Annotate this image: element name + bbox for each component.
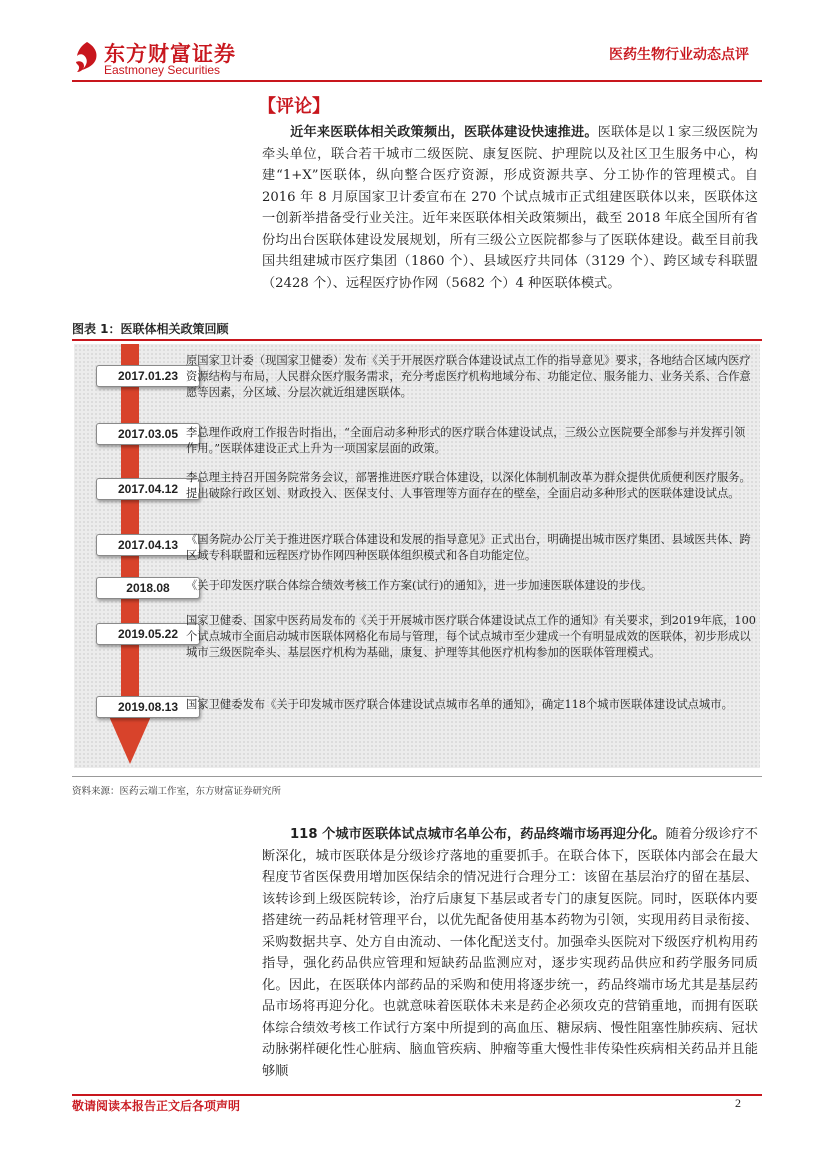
timeline-date: 2019.08.13 bbox=[96, 696, 200, 718]
paragraph-1 bbox=[262, 122, 758, 294]
footer-disclaimer: 敬请阅读本报告正文后各项声明 bbox=[72, 1099, 241, 1113]
timeline-event-text: 国家卫健委、国家中医药局发布的《关于开展城市医疗联合体建设试点工作的通知》有关要求，到2019年底，100个试点城市全面启动城市医联体网格化布局与管理，每个试点城市至少建成一个有明显成效的医联体，初步形成以城市三级医院牵头、基层医疗机构为基础，康复、护理等其他医疗机构参加的医联体管理模式。 bbox=[186, 614, 756, 659]
logo-text-en: Eastmoney Securities bbox=[104, 63, 221, 77]
timeline-date: 2017.01.23 bbox=[96, 365, 200, 387]
timeline-event-text: 国家卫健委发布《关于印发城市医疗联合体建设试点城市名单的通知》，确定118个城市医联体建设试点城市。 bbox=[186, 698, 733, 711]
eastmoney-logo-icon bbox=[72, 40, 102, 74]
timeline-date: 2018.08 bbox=[96, 577, 200, 599]
figure-bottom-divider bbox=[72, 776, 762, 777]
timeline-date: 2017.04.13 bbox=[96, 534, 200, 556]
paragraph-2-lead: 118 个城市医联体试点城市名单公布，药品终端市场再迎分化。 bbox=[290, 827, 666, 842]
logo-text-cn: 东方财富证券 bbox=[104, 42, 236, 66]
footer-divider bbox=[72, 1094, 762, 1096]
paragraph-1-body: 医联体是以１家三级医院为牵头单位，联合若干城市二级医院、康复医院、护理院以及社区卫生服务中心，构建“1+X”医联体，纵向整合医疗资源，形成资源共享、分工协作的管理模式。自 2016 年 8 月原国家卫计委宣布在 270 个试点城市正式组建医联体以来，医联体这一创新举措备受行业关注。近年来医联体相关政策频出，截至 2018 年底全国所有省份均出台医联体建设发展规划，所有三级公立医院都参与了医联体建设。截至目前我国共组建城市医疗集团（1860 个）、县域医疗共同体（3129 个）、跨区域专科联盟（2428 个）、远程医疗协作网（5682 个）4 种医联体模式。 bbox=[262, 125, 759, 291]
timeline-date: 2017.03.05 bbox=[96, 423, 200, 445]
section-heading: 【评论】 bbox=[258, 96, 330, 117]
paragraph-2 bbox=[262, 824, 758, 1082]
report-type-title: 医药生物行业动态点评 bbox=[609, 47, 749, 63]
paragraph-2-body: 随着分级诊疗不断深化，城市医联体是分级诊疗落地的重要抓手。在联合体下，医联体内部会在最大程度节省医保费用增加医保结余的情况进行合理分工：该留在基层治疗的留在基层、该转诊到上级医院转诊，治疗后康复下基层或者专门的康复医院。同时，医联体内要搭建统一药品耗材管理平台，以优先配备使用基本药物为引领，实现用药目录衔接、采购数据共享、处方自由流动、一体化配送支付。加强牵头医院对下级医疗机构用药指导，强化药品供应管理和短缺药品监测应对，逐步实现药品供应和药学服务同质化。因此，在医联体内部药品的采购和使用将逐步统一，药品终端市场尤其是基层药品市场将再迎分化。也就意味着医联体未来是药企必须攻克的营销重地，而拥有医联体综合绩效考核工作试行方案中所提到的高血压、糖尿病、慢性阻塞性肺疾病、冠状动脉粥样硬化性心脏病、脑血管疾病、肿瘤等重大慢性非传染性疾病相关药品并且能够顺 bbox=[262, 827, 758, 1079]
figure-source: 资料来源：医药云端工作室，东方财富证券研究所 bbox=[72, 786, 282, 797]
figure-top-divider bbox=[72, 339, 762, 341]
header-divider bbox=[72, 80, 762, 82]
timeline-event-text: 《关于印发医疗联合体综合绩效考核工作方案(试行)的通知》，进一步加速医联体建设的步伐。 bbox=[186, 579, 653, 592]
figure-caption: 图表 1：医联体相关政策回顾 bbox=[72, 322, 229, 336]
timeline-date: 2017.04.12 bbox=[96, 478, 200, 500]
timeline-event-text: 原国家卫计委（现国家卫健委）发布《关于开展医疗联合体建设试点工作的指导意见》要求，各地结合区域内医疗资源结构与布局，人民群众医疗服务需求，充分考虑医疗机构地域分布、功能定位、服务能力、业务关系、合作意愿等因素，分区域、分层次就近组建医联体。 bbox=[186, 354, 751, 399]
paragraph-1-lead: 近年来医联体相关政策频出，医联体建设快速推进。 bbox=[290, 125, 598, 140]
timeline-event-text: 李总理作政府工作报告时指出，“全面启动多种形式的医疗联合体建设试点，三级公立医院要全部参与并发挥引领作用。”医联体建设正式上升为一项国家层面的政策。 bbox=[186, 426, 746, 455]
page-number: 2 bbox=[735, 1096, 741, 1110]
timeline-event-text: 《国务院办公厅关于推进医疗联合体建设和发展的指导意见》正式出台，明确提出城市医疗集团、县域医共体、跨区域专科联盟和远程医疗协作网四种医联体组织模式和各自功能定位。 bbox=[186, 533, 751, 562]
timeline-date: 2019.05.22 bbox=[96, 623, 200, 645]
timeline-event-text: 李总理主持召开国务院常务会议，部署推进医疗联合体建设，以深化体制机制改革为群众提供优质便利医疗服务。提出破除行政区划、财政投入、医保支付、人事管理等方面存在的壁垒，全面启动多种形式的医联体建设试点。 bbox=[186, 471, 751, 500]
